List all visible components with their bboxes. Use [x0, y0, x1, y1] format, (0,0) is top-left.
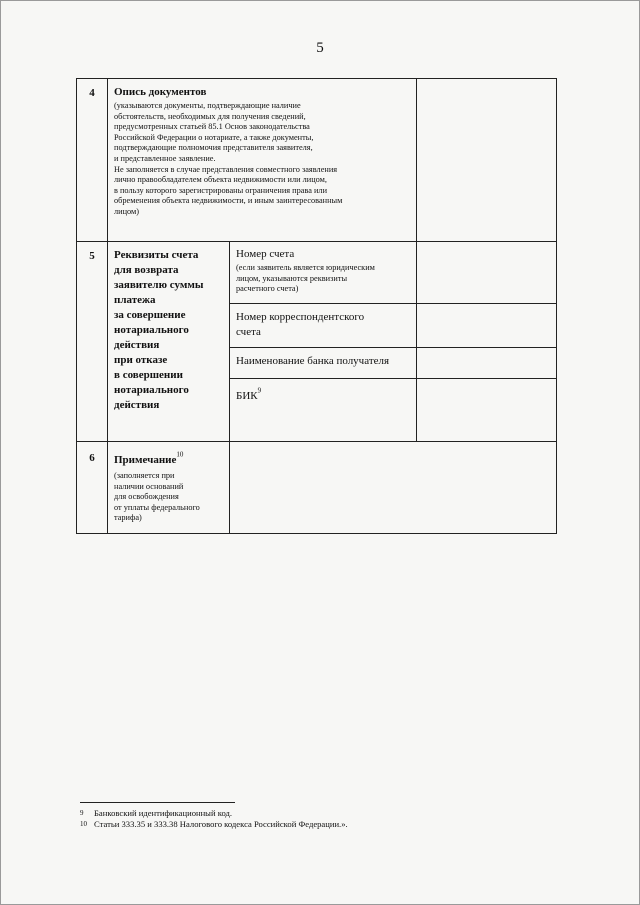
account-note-line: расчетного счета)	[236, 284, 299, 294]
row-number: 6	[77, 442, 108, 534]
footnote-9	[80, 808, 348, 819]
account-note-line: (если заявитель является юридическим	[236, 263, 375, 272]
bank-name-label: Наименование банка получателя	[236, 355, 390, 367]
bank-name-label-cell	[230, 348, 417, 379]
text-line: лицом)	[114, 206, 140, 216]
account-note-line: лицом, указываются реквизиты	[236, 273, 348, 283]
note-line: для освобождения	[114, 492, 179, 502]
table-row-6	[77, 442, 557, 534]
text-line: подтверждающие полномочия представителя заявителя,	[114, 143, 313, 153]
account-number-label: Номер счета	[236, 248, 295, 260]
text-line: предусмотренных статьей 85.1 Основ законодательства	[114, 122, 310, 132]
row-number: 5	[77, 242, 108, 442]
footnote-mark: 10	[80, 820, 87, 828]
text-line: Не заполняется в случае представления совместного заявления	[114, 164, 338, 174]
note-title: Примечание	[114, 454, 177, 466]
title-line: Реквизиты счета	[114, 249, 199, 261]
note-value-field[interactable]	[230, 442, 557, 534]
bik-label: БИК	[236, 390, 258, 402]
row-number: 4	[77, 79, 108, 242]
refund-details-cell	[108, 242, 230, 442]
page-number: 5	[316, 40, 324, 56]
note-line: (заполняется при	[114, 471, 175, 480]
text-line: обстоятельств, необходимых для получения сведений,	[114, 111, 306, 121]
note-line: от уплаты федерального	[114, 502, 200, 512]
text-line: (указываются документы, подтверждающие наличие	[114, 101, 301, 110]
footnote-mark: 9	[80, 809, 84, 817]
inventory-value-field[interactable]	[417, 79, 557, 242]
title-line: нотариального	[114, 384, 189, 396]
corr-account-label-cell	[230, 304, 417, 348]
account-number-field[interactable]	[417, 242, 557, 304]
footnote-divider	[80, 802, 235, 803]
footnote-ref: 10	[176, 450, 184, 459]
text-line: обременения объекта недвижимости, и иным заинтересованным	[114, 196, 343, 206]
footnotes	[80, 808, 348, 830]
title-line: за совершение	[114, 309, 186, 321]
title-line: в совершении	[114, 369, 183, 381]
bik-label-cell	[230, 379, 417, 442]
corr-account-label-line: Номер корреспондентского	[236, 311, 365, 323]
bik-field[interactable]	[417, 379, 557, 442]
title-line: для возврата	[114, 264, 179, 276]
text-line: в пользу которого зарегистрированы ограничения права или	[114, 185, 328, 195]
corr-account-label-line: счета	[236, 326, 261, 338]
footnote-text: Статьи 333.35 и 333.38 Налогового кодекса Российской Федерации.».	[94, 819, 348, 829]
bank-name-field[interactable]	[417, 348, 557, 379]
corr-account-field[interactable]	[417, 304, 557, 348]
note-line: наличии оснований	[114, 481, 184, 491]
text-line: Российской Федерации о нотариате, а также документы,	[114, 132, 314, 142]
table-row-5	[77, 242, 557, 304]
inventory-cell	[108, 79, 417, 242]
footnote-ref: 9	[257, 386, 262, 395]
title-line: нотариального	[114, 324, 189, 336]
text-line: лично правообладателем объекта недвижимости или лицом,	[114, 175, 327, 185]
inventory-title: Опись документов	[114, 86, 207, 98]
footnote-text: Банковский идентификационный код.	[94, 808, 233, 818]
footnote-10	[80, 819, 348, 830]
note-line: тарифа)	[114, 513, 142, 523]
document-table	[76, 78, 557, 534]
table-row-4	[77, 79, 557, 242]
title-line: заявителю суммы	[114, 279, 204, 291]
title-line: платежа	[114, 294, 156, 306]
title-line: при отказе	[114, 354, 168, 366]
note-title-cell	[108, 442, 230, 534]
title-line: действия	[114, 399, 160, 411]
text-line: и представленное заявление.	[114, 153, 216, 163]
title-line: действия	[114, 339, 160, 351]
account-number-label-cell	[230, 242, 417, 304]
